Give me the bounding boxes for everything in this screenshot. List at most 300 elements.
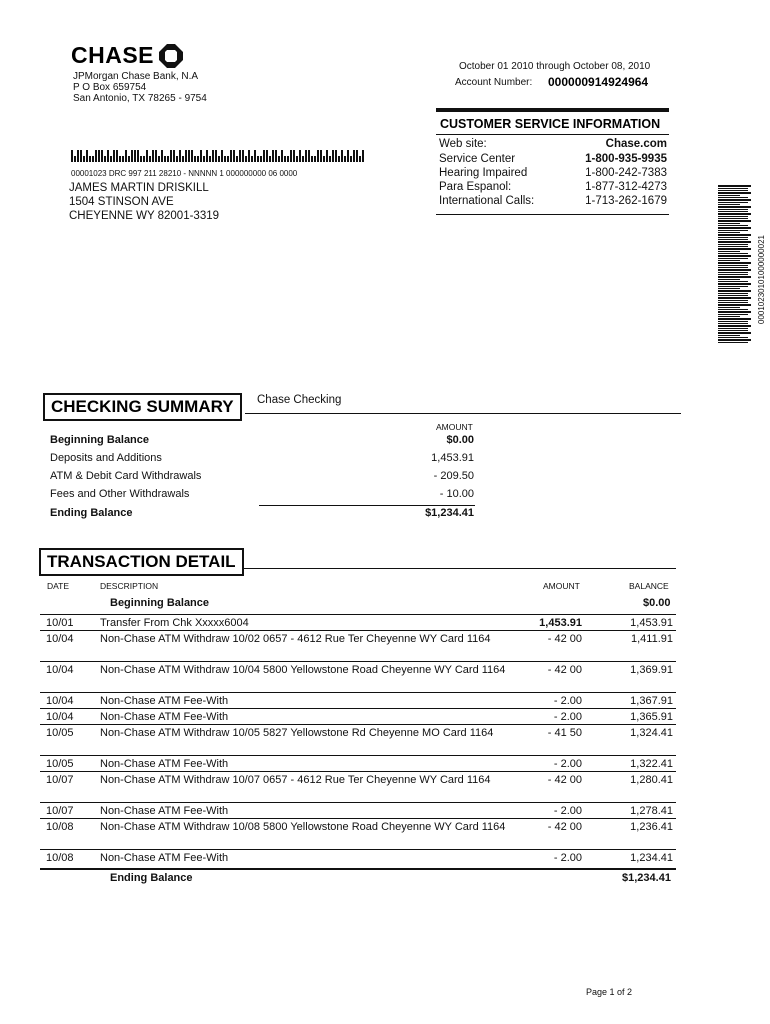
tx-description: Non-Chase ATM Withdraw 10/02 0657 - 4612 Rue Ter Cheyenne WY Card 1164 bbox=[100, 633, 491, 645]
barcode-bar bbox=[272, 150, 274, 162]
summary-row bbox=[50, 488, 474, 506]
barcode-bar bbox=[236, 156, 238, 162]
barcode-bar bbox=[335, 150, 337, 162]
divider bbox=[243, 568, 676, 569]
mailing-address bbox=[69, 181, 219, 223]
barcode-bar bbox=[128, 156, 130, 162]
barcode-bar bbox=[122, 156, 124, 162]
tx-total-rule bbox=[40, 868, 676, 870]
tx-balance: 1,411.91 bbox=[630, 633, 673, 645]
cs-row-service-center bbox=[439, 153, 667, 167]
tx-date: 10/07 bbox=[46, 774, 74, 786]
bank-address-line: P O Box 659754 bbox=[73, 82, 147, 93]
barcode-bar bbox=[718, 237, 748, 238]
barcode-bar bbox=[718, 246, 748, 247]
barcode-bar bbox=[218, 156, 220, 162]
barcode-bar bbox=[221, 150, 223, 162]
barcode-bar bbox=[98, 150, 100, 162]
barcode-bar bbox=[718, 283, 751, 285]
barcode-bar bbox=[107, 150, 109, 162]
summary-table bbox=[50, 434, 474, 506]
barcode-bar bbox=[113, 150, 115, 162]
barcode-bar bbox=[718, 216, 748, 217]
transaction-row bbox=[40, 727, 676, 754]
barcode-bar bbox=[230, 150, 232, 162]
barcode-bar bbox=[185, 150, 187, 162]
tx-amount: - 42 00 bbox=[547, 774, 582, 786]
barcode-bar bbox=[239, 150, 241, 162]
tx-amount: 1,453.91 bbox=[539, 617, 582, 629]
summary-ending-row bbox=[50, 507, 474, 525]
row-separator bbox=[40, 724, 676, 725]
tx-description: Non-Chase ATM Fee-With bbox=[100, 711, 229, 723]
tx-beginning-label: Beginning Balance bbox=[110, 597, 210, 609]
barcode-bar bbox=[338, 156, 340, 162]
barcode-bar bbox=[718, 297, 751, 299]
barcode-bar bbox=[164, 156, 166, 162]
barcode-bar bbox=[125, 150, 127, 162]
cs-row-website bbox=[439, 138, 667, 153]
barcode-bar bbox=[197, 156, 199, 162]
barcode-bar bbox=[718, 199, 751, 201]
barcode-bar bbox=[296, 156, 298, 162]
barcode-bar bbox=[302, 156, 304, 162]
account-number-label: Account Number: bbox=[455, 77, 533, 88]
cs-label: Service Center bbox=[439, 153, 516, 165]
summary-total-rule bbox=[259, 505, 475, 506]
barcode-bar bbox=[718, 269, 751, 271]
summary-value: - 10.00 bbox=[439, 488, 474, 500]
barcode-bar bbox=[224, 156, 226, 162]
barcode-bar bbox=[320, 150, 322, 162]
barcode-bar bbox=[718, 185, 751, 187]
summary-row bbox=[50, 452, 474, 470]
summary-label: Beginning Balance bbox=[50, 434, 150, 446]
side-barcode bbox=[718, 185, 751, 343]
barcode-bar bbox=[131, 150, 133, 162]
barcode-bar bbox=[718, 300, 748, 301]
barcode-bar bbox=[718, 234, 751, 236]
barcode-bar bbox=[718, 262, 751, 264]
tx-amount: - 2.00 bbox=[553, 695, 582, 707]
tx-date: 10/05 bbox=[46, 727, 74, 739]
tx-amount: - 42 00 bbox=[547, 821, 582, 833]
barcode-bar bbox=[188, 150, 190, 162]
barcode-bar bbox=[718, 248, 751, 250]
row-separator bbox=[40, 661, 676, 662]
barcode-bar bbox=[718, 302, 748, 303]
barcode-bar bbox=[718, 342, 748, 343]
brand-name: CHASE bbox=[71, 42, 155, 68]
barcode-bar bbox=[359, 156, 361, 162]
barcode-bar bbox=[143, 156, 145, 162]
account-type: Chase Checking bbox=[257, 394, 342, 406]
transaction-detail-title: TRANSACTION DETAIL bbox=[39, 548, 244, 576]
barcode-bar bbox=[158, 156, 160, 162]
tx-description: Non-Chase ATM Withdraw 10/04 5800 Yellowstone Road Cheyenne WY Card 1164 bbox=[100, 664, 506, 676]
summary-row bbox=[50, 470, 474, 488]
barcode-bar bbox=[155, 150, 157, 162]
page-number: Page 1 of 2 bbox=[586, 987, 633, 997]
barcode-bar bbox=[293, 150, 295, 162]
barcode-bar bbox=[77, 150, 79, 162]
cs-phone: 1-800-242-7383 bbox=[585, 167, 667, 179]
barcode-bar bbox=[718, 258, 748, 259]
summary-ending-label: Ending Balance bbox=[50, 507, 133, 519]
barcode-bar bbox=[718, 230, 748, 231]
barcode-bar bbox=[167, 156, 169, 162]
row-separator bbox=[40, 802, 676, 803]
tx-description: Non-Chase ATM Withdraw 10/05 5827 Yellowstone Rd Cheyenne MO Card 1164 bbox=[100, 727, 494, 739]
transaction-row bbox=[40, 758, 676, 772]
barcode-bar bbox=[173, 150, 175, 162]
cs-row-international bbox=[439, 195, 667, 209]
barcode-bar bbox=[718, 286, 748, 287]
barcode-bar bbox=[718, 188, 748, 189]
barcode-bar bbox=[179, 150, 181, 162]
barcode-bar bbox=[718, 304, 751, 306]
side-barcode-code: 00010230101000000021 bbox=[757, 235, 766, 324]
barcode-bar bbox=[92, 156, 94, 162]
row-separator bbox=[40, 614, 676, 615]
barcode-bar bbox=[287, 156, 289, 162]
barcode-bar bbox=[251, 156, 253, 162]
barcode-bar bbox=[119, 156, 121, 162]
barcode-bar bbox=[718, 335, 740, 336]
barcode-bar bbox=[323, 156, 325, 162]
cs-label: Para Espanol: bbox=[439, 181, 512, 193]
barcode-bar bbox=[350, 156, 352, 162]
barcode-bar bbox=[203, 156, 205, 162]
barcode-bar bbox=[718, 260, 740, 261]
summary-label: Fees and Other Withdrawals bbox=[50, 488, 190, 500]
barcode-bar bbox=[718, 316, 740, 317]
cs-label: Web site: bbox=[439, 138, 487, 150]
barcode-bar bbox=[718, 213, 751, 215]
barcode-bar bbox=[718, 309, 748, 310]
barcode-bar bbox=[290, 150, 292, 162]
barcode-bar bbox=[278, 156, 280, 162]
barcode-bar bbox=[311, 156, 313, 162]
barcode-bar bbox=[347, 150, 349, 162]
cs-label: International Calls: bbox=[439, 195, 535, 207]
barcode-bar bbox=[245, 156, 247, 162]
tx-amount: - 42 00 bbox=[547, 633, 582, 645]
row-separator bbox=[40, 771, 676, 772]
barcode-bar bbox=[233, 150, 235, 162]
tx-balance: 1,280.41 bbox=[630, 774, 673, 786]
barcode-bar bbox=[326, 150, 328, 162]
barcode-bar bbox=[254, 150, 256, 162]
tx-description: Transfer From Chk Xxxxx6004 bbox=[100, 617, 249, 629]
barcode-bar bbox=[257, 156, 259, 162]
barcode-bar bbox=[242, 150, 244, 162]
barcode-bar bbox=[194, 156, 196, 162]
barcode-bar bbox=[718, 211, 748, 212]
addressee-street: 1504 STINSON AVE bbox=[69, 196, 174, 208]
barcode-bar bbox=[176, 156, 178, 162]
barcode-bar bbox=[718, 195, 740, 196]
barcode-bar bbox=[718, 295, 748, 296]
tx-amount: - 2.00 bbox=[553, 852, 582, 864]
barcode-bar bbox=[314, 156, 316, 162]
barcode-bar bbox=[718, 265, 748, 266]
tx-date: 10/01 bbox=[46, 617, 74, 629]
barcode-bar bbox=[305, 150, 307, 162]
barcode-bar bbox=[170, 150, 172, 162]
tx-description: Non-Chase ATM Fee-With bbox=[100, 695, 229, 707]
transaction-row bbox=[40, 633, 676, 660]
summary-ending-value: $1,234.41 bbox=[425, 507, 474, 519]
cs-phone: 1-877-312-4273 bbox=[585, 181, 667, 193]
tx-date: 10/05 bbox=[46, 758, 74, 770]
transaction-row bbox=[40, 821, 676, 848]
barcode-bar bbox=[718, 209, 748, 210]
barcode-bar bbox=[718, 192, 751, 194]
barcode-bar bbox=[284, 156, 286, 162]
bank-address bbox=[73, 71, 207, 104]
transaction-row bbox=[40, 617, 676, 631]
tx-amount: - 2.00 bbox=[553, 711, 582, 723]
barcode-bar bbox=[718, 204, 740, 205]
barcode-bar bbox=[104, 156, 106, 162]
barcode-bar bbox=[227, 156, 229, 162]
barcode-bar bbox=[263, 150, 265, 162]
barcode-bar bbox=[718, 218, 748, 219]
row-separator bbox=[40, 708, 676, 709]
transaction-row bbox=[40, 805, 676, 819]
cs-row-hearing-impaired bbox=[439, 167, 667, 181]
account-number: 000000914924964 bbox=[548, 75, 649, 89]
barcode-bar bbox=[146, 150, 148, 162]
bank-address-line: JPMorgan Chase Bank, N.A bbox=[73, 71, 199, 82]
barcode-bar bbox=[362, 150, 364, 162]
cs-phone: 1-800-935-9935 bbox=[585, 153, 667, 165]
tx-balance: 1,324.41 bbox=[630, 727, 673, 739]
barcode-bar bbox=[718, 328, 748, 329]
barcode-bar bbox=[718, 307, 740, 308]
barcode-bar bbox=[215, 150, 217, 162]
summary-amount-header: AMOUNT bbox=[436, 422, 473, 432]
tx-balance: 1,367.91 bbox=[630, 695, 673, 707]
barcode-bar bbox=[718, 227, 751, 229]
barcode-bar bbox=[86, 150, 88, 162]
barcode-bar bbox=[332, 150, 334, 162]
barcode-bar bbox=[248, 150, 250, 162]
tx-ending-value: $1,234.41 bbox=[622, 872, 671, 884]
divider bbox=[245, 413, 681, 414]
col-header-description: DESCRIPTION bbox=[100, 581, 159, 591]
tx-balance: 1,369.91 bbox=[630, 664, 673, 676]
barcode-bar bbox=[718, 339, 751, 341]
row-separator bbox=[40, 755, 676, 756]
barcode-bar bbox=[161, 150, 163, 162]
barcode-bar bbox=[140, 156, 142, 162]
barcode-bar bbox=[718, 251, 740, 252]
tx-balance: 1,278.41 bbox=[630, 805, 673, 817]
barcode-bar bbox=[718, 272, 748, 273]
addressee-city: CHEYENNE WY 82001-3319 bbox=[69, 210, 219, 222]
barcode-bar bbox=[718, 330, 748, 331]
tx-date: 10/04 bbox=[46, 664, 74, 676]
barcode-bar bbox=[718, 288, 740, 289]
barcode-bar bbox=[149, 156, 151, 162]
summary-label: Deposits and Additions bbox=[50, 452, 162, 464]
barcode-bar bbox=[344, 156, 346, 162]
barcode-bar bbox=[718, 332, 751, 334]
barcode-bar bbox=[718, 255, 751, 257]
barcode-bar bbox=[134, 150, 136, 162]
addressee-name: JAMES MARTIN DRISKILL bbox=[69, 182, 209, 194]
row-separator bbox=[40, 692, 676, 693]
tx-date: 10/04 bbox=[46, 695, 74, 707]
barcode-bar bbox=[83, 156, 85, 162]
barcode-bar bbox=[353, 150, 355, 162]
transaction-row bbox=[40, 774, 676, 801]
barcode-bar bbox=[718, 197, 748, 198]
barcode-bar bbox=[718, 314, 748, 315]
barcode-bar bbox=[281, 150, 283, 162]
mailing-code-line: 00001023 DRC 997 211 28210 - NNNNN 1 000000000 06 0000 bbox=[71, 169, 298, 178]
barcode-bar bbox=[356, 150, 358, 162]
barcode-bar bbox=[275, 150, 277, 162]
barcode-bar bbox=[718, 232, 740, 233]
checking-summary-title: CHECKING SUMMARY bbox=[43, 393, 242, 421]
barcode-bar bbox=[718, 281, 748, 282]
tx-amount: - 2.00 bbox=[553, 758, 582, 770]
customer-service-box bbox=[436, 108, 669, 215]
tx-amount: - 42 00 bbox=[547, 664, 582, 676]
barcode-bar bbox=[191, 150, 193, 162]
barcode-bar bbox=[308, 150, 310, 162]
statement-period: October 01 2010 through October 08, 2010 bbox=[459, 61, 651, 72]
transaction-row bbox=[40, 695, 676, 709]
barcode-bar bbox=[341, 150, 343, 162]
chase-logo bbox=[71, 42, 184, 69]
summary-value: $0.00 bbox=[446, 434, 474, 446]
barcode-bar bbox=[718, 323, 748, 324]
barcode-bar bbox=[718, 202, 748, 203]
tx-amount: - 41 50 bbox=[547, 727, 582, 739]
barcode-bar bbox=[718, 223, 740, 224]
barcode-bar bbox=[718, 225, 748, 226]
barcode-bar bbox=[200, 150, 202, 162]
summary-value: 1,453.91 bbox=[431, 452, 474, 464]
tx-description: Non-Chase ATM Fee-With bbox=[100, 852, 229, 864]
barcode-bar bbox=[206, 150, 208, 162]
tx-date: 10/08 bbox=[46, 821, 74, 833]
barcode-bar bbox=[718, 293, 748, 294]
tx-balance: 1,365.91 bbox=[630, 711, 673, 723]
barcode-bar bbox=[718, 190, 748, 191]
barcode-bar bbox=[718, 267, 748, 268]
barcode-bar bbox=[74, 156, 76, 162]
tx-amount: - 2.00 bbox=[553, 805, 582, 817]
tx-description: Non-Chase ATM Withdraw 10/08 5800 Yellowstone Road Cheyenne WY Card 1164 bbox=[100, 821, 506, 833]
barcode-bar bbox=[260, 156, 262, 162]
transaction-row bbox=[40, 711, 676, 725]
barcode-bar bbox=[152, 150, 154, 162]
barcode-bar bbox=[718, 276, 751, 278]
cs-row-para-espanol bbox=[439, 181, 667, 195]
barcode-bar bbox=[80, 150, 82, 162]
barcode-bar bbox=[718, 337, 748, 338]
transaction-row bbox=[40, 852, 676, 866]
barcode-bar bbox=[110, 156, 112, 162]
tx-date: 10/04 bbox=[46, 711, 74, 723]
summary-label: ATM & Debit Card Withdrawals bbox=[50, 470, 202, 482]
tx-balance: 1,234.41 bbox=[630, 852, 673, 864]
tx-balance: 1,453.91 bbox=[630, 617, 673, 629]
barcode-bar bbox=[317, 150, 319, 162]
barcode-bar bbox=[718, 311, 751, 313]
tx-balance: 1,322.41 bbox=[630, 758, 673, 770]
website-link[interactable]: Chase.com bbox=[605, 138, 667, 150]
col-header-amount: AMOUNT bbox=[543, 581, 580, 591]
barcode-bar bbox=[718, 290, 751, 292]
barcode-bar bbox=[266, 150, 268, 162]
summary-row bbox=[50, 434, 474, 452]
barcode-bar bbox=[718, 274, 748, 275]
barcode-bar bbox=[71, 150, 73, 162]
cs-label: Hearing Impaired bbox=[439, 167, 528, 179]
barcode-bar bbox=[718, 318, 751, 320]
tx-date: 10/07 bbox=[46, 805, 74, 817]
col-header-date: DATE bbox=[47, 581, 70, 591]
tx-description: Non-Chase ATM Fee-With bbox=[100, 805, 229, 817]
chase-octagon-icon bbox=[158, 43, 184, 69]
customer-service-title: CUSTOMER SERVICE INFORMATION bbox=[440, 117, 661, 131]
barcode-bar bbox=[299, 150, 301, 162]
summary-value: - 209.50 bbox=[433, 470, 474, 482]
barcode-bar bbox=[718, 279, 740, 280]
row-separator bbox=[40, 630, 676, 631]
barcode-bar bbox=[209, 156, 211, 162]
cs-phone: 1-713-262-1679 bbox=[585, 195, 667, 207]
bank-address-line: San Antonio, TX 78265 - 9754 bbox=[73, 93, 207, 104]
tx-ending-label: Ending Balance bbox=[110, 872, 193, 884]
tx-date: 10/04 bbox=[46, 633, 74, 645]
postal-barcode bbox=[71, 150, 364, 162]
barcode-bar bbox=[89, 156, 91, 162]
barcode-bar bbox=[329, 156, 331, 162]
tx-date: 10/08 bbox=[46, 852, 74, 864]
barcode-bar bbox=[718, 253, 748, 254]
barcode-bar bbox=[718, 241, 751, 243]
barcode-bar bbox=[101, 150, 103, 162]
tx-balance: 1,236.41 bbox=[630, 821, 673, 833]
barcode-bar bbox=[718, 239, 748, 240]
barcode-bar bbox=[718, 325, 751, 327]
barcode-bar bbox=[212, 150, 214, 162]
barcode-bar bbox=[718, 206, 751, 208]
tx-description: Non-Chase ATM Fee-With bbox=[100, 758, 229, 770]
barcode-bar bbox=[718, 244, 748, 245]
tx-description: Non-Chase ATM Withdraw 10/07 0657 - 4612 Rue Ter Cheyenne WY Card 1164 bbox=[100, 774, 491, 786]
barcode-bar bbox=[718, 220, 751, 222]
transaction-row bbox=[40, 664, 676, 691]
barcode-bar bbox=[137, 150, 139, 162]
barcode-bar bbox=[269, 156, 271, 162]
row-separator bbox=[40, 849, 676, 850]
barcode-bar bbox=[718, 321, 748, 322]
row-separator bbox=[40, 818, 676, 819]
barcode-bar bbox=[95, 150, 97, 162]
tx-beginning-value: $0.00 bbox=[643, 597, 671, 609]
barcode-bar bbox=[116, 150, 118, 162]
col-header-balance: BALANCE bbox=[629, 581, 669, 591]
barcode-bar bbox=[182, 156, 184, 162]
